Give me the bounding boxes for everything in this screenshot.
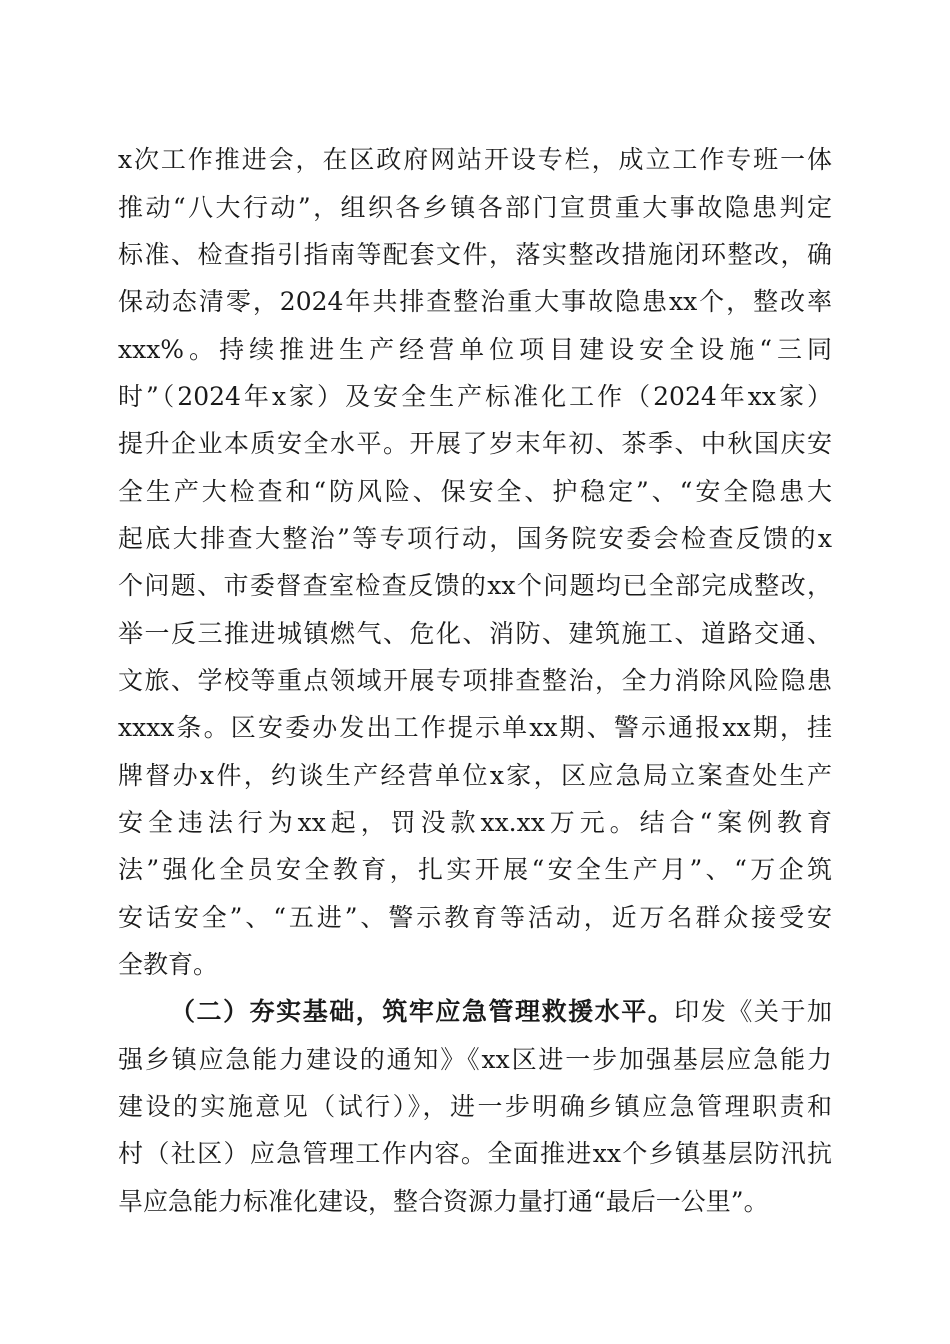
text-line: 牌督办x件，约谈生产经营单位x家，区应急局立案查处生产 bbox=[118, 761, 832, 790]
text-line: 旱应急能力标准化建设，整合资源力量打通“最后一公里”。 bbox=[118, 1187, 769, 1216]
text-line: 时”（2024年x家）及安全生产标准化工作（2024年xx家） bbox=[118, 382, 832, 411]
text-line: 提升企业本质安全水平。开展了岁末年初、茶季、中秋国庆安 bbox=[118, 429, 832, 458]
text-line: 保动态清零，2024年共排查整治重大事故隐患xx个，整改率 bbox=[118, 287, 832, 316]
text-line: 安话安全”、“五进”、警示教育等活动，近万名群众接受安 bbox=[118, 903, 832, 932]
section-heading-continuation: 印发《关于加 bbox=[674, 997, 832, 1026]
section-heading-line bbox=[170, 997, 832, 1027]
text-line: 全教育。 bbox=[118, 950, 219, 979]
text-line: xxx%。持续推进生产经营单位项目建设安全设施“三同 bbox=[118, 335, 832, 364]
text-line: 起底大排查大整治”等专项行动，国务院安委会检查反馈的x bbox=[118, 524, 832, 553]
text-line: 建设的实施意见（试行）》，进一步明确乡镇应急管理职责和 bbox=[118, 1092, 832, 1121]
text-line: 安全违法行为xx起，罚没款xx.xx万元。结合“案例教育 bbox=[118, 808, 832, 837]
text-line: xxxx条。区安委办发出工作提示单xx期、警示通报xx期，挂 bbox=[118, 713, 832, 742]
text-line: 举一反三推进城镇燃气、危化、消防、建筑施工、道路交通、 bbox=[118, 619, 832, 648]
text-line: x次工作推进会，在区政府网站开设专栏，成立工作专班一体 bbox=[118, 145, 832, 174]
text-line: 个问题、市委督查室检查反馈的xx个问题均已全部完成整改， bbox=[118, 571, 832, 600]
text-line: 强乡镇应急能力建设的通知》《xx区进一步加强基层应急能力 bbox=[118, 1045, 832, 1074]
text-line: 文旅、学校等重点领域开展专项排查整治，全力消除风险隐患 bbox=[118, 666, 832, 695]
text-line: 法”强化全员安全教育，扎实开展“安全生产月”、“万企筑 bbox=[118, 855, 832, 884]
text-line: 推动“八大行动”，组织各乡镇各部门宣贯重大事故隐患判定 bbox=[118, 193, 832, 222]
text-line: 村（社区）应急管理工作内容。全面推进xx个乡镇基层防汛抗 bbox=[118, 1139, 832, 1168]
section-heading: （二）夯实基础，筑牢应急管理救援水平。 bbox=[170, 997, 675, 1026]
text-line: 标准、检查指引指南等配套文件，落实整改措施闭环整改，确 bbox=[118, 240, 832, 269]
text-line: 全生产大检查和“防风险、保安全、护稳定”、“安全隐患大 bbox=[118, 477, 832, 506]
